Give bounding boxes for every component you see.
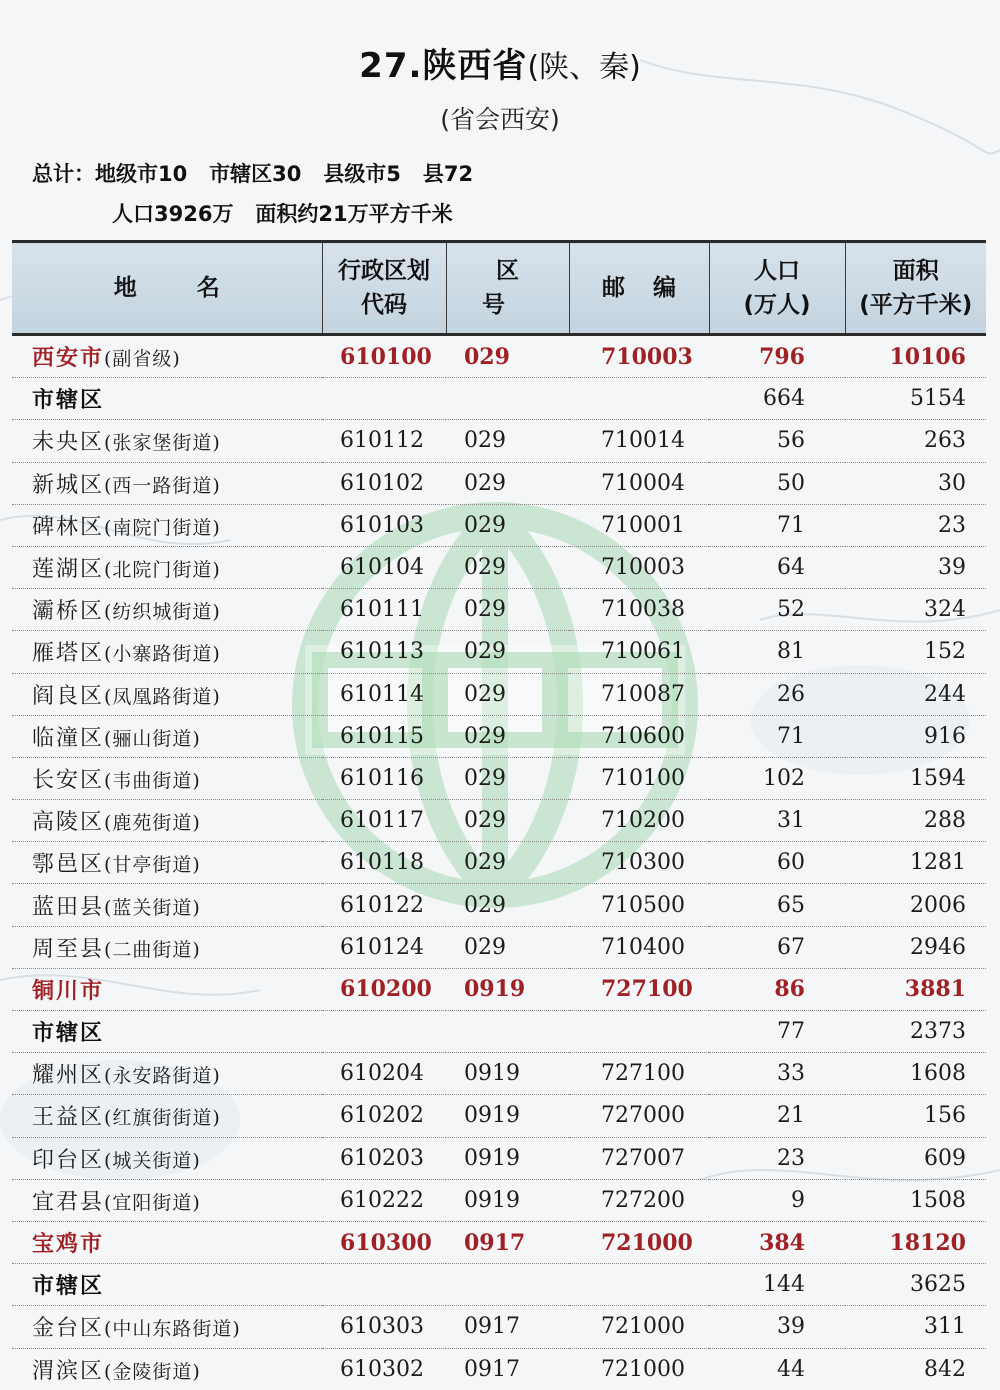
- cell-population: 77: [709, 1011, 845, 1053]
- cell-name: [12, 1095, 322, 1137]
- cell-postal-code: [569, 1011, 709, 1053]
- cell-area-code: 029: [446, 673, 569, 715]
- cell-area-code: [446, 378, 569, 420]
- cell-population: 26: [709, 673, 845, 715]
- cell-admin-code: [322, 1011, 446, 1053]
- cell-area: 244: [845, 673, 986, 715]
- cell-name: [12, 504, 322, 546]
- cell-population: 60: [709, 842, 845, 884]
- row-name: 鄠邑区: [32, 852, 105, 878]
- cell-population: 67: [709, 926, 845, 968]
- row-name: 宝鸡市: [32, 1232, 105, 1258]
- cell-name: [12, 631, 322, 673]
- cell-name: [12, 968, 322, 1010]
- header-area-line1: 面积: [892, 258, 939, 284]
- cell-population: 384: [709, 1221, 845, 1263]
- cell-population: 56: [709, 420, 845, 462]
- cell-name: [12, 462, 322, 504]
- cell-admin-code: 610100: [322, 335, 446, 378]
- cell-admin-code: 610115: [322, 715, 446, 757]
- row-seat-note: (鹿苑街道): [104, 812, 201, 835]
- table-row: [12, 420, 986, 462]
- cell-admin-code: [322, 378, 446, 420]
- cell-postal-code: 710087: [569, 673, 709, 715]
- cell-population: 50: [709, 462, 845, 504]
- cell-postal-code: 710200: [569, 800, 709, 842]
- cell-admin-code: 610117: [322, 800, 446, 842]
- header-population: [709, 242, 845, 335]
- row-name: 雁塔区: [32, 641, 105, 667]
- row-seat-note: (副省级): [104, 348, 181, 371]
- cell-name: [12, 842, 322, 884]
- row-name: 莲湖区: [32, 557, 105, 583]
- header-admin-code-line1: 行政区划: [338, 258, 430, 284]
- cell-postal-code: 727000: [569, 1095, 709, 1137]
- summary-line-1: 总计：地级市10 市辖区30 县级市5 县72: [32, 162, 474, 186]
- cell-postal-code: 727100: [569, 968, 709, 1010]
- row-name: 阎良区: [32, 683, 105, 709]
- row-seat-note: (永安路街道): [104, 1065, 221, 1088]
- cell-area-code: 0917: [446, 1221, 569, 1263]
- cell-area-code: 029: [446, 589, 569, 631]
- row-name: 蓝田县: [32, 894, 105, 920]
- cell-postal-code: 710100: [569, 757, 709, 799]
- table-row: [12, 1011, 986, 1053]
- cell-population: 81: [709, 631, 845, 673]
- cell-area: 5154: [845, 378, 986, 420]
- cell-population: 86: [709, 968, 845, 1010]
- cell-area: 30: [845, 462, 986, 504]
- row-seat-note: (张家堡街道): [104, 432, 221, 455]
- cell-population: 52: [709, 589, 845, 631]
- cell-population: 9: [709, 1179, 845, 1221]
- row-seat-note: (宜阳街道): [104, 1191, 201, 1214]
- cell-area: 3881: [845, 968, 986, 1010]
- cell-name: [12, 1264, 322, 1306]
- cell-population: 664: [709, 378, 845, 420]
- cell-area: 1281: [845, 842, 986, 884]
- cell-area-code: 0919: [446, 1137, 569, 1179]
- table-row: [12, 800, 986, 842]
- cell-area-code: 029: [446, 715, 569, 757]
- cell-admin-code: 610200: [322, 968, 446, 1010]
- row-seat-note: (红旗街街道): [104, 1107, 221, 1130]
- admin-division-table: [12, 240, 986, 1390]
- header-name: 地名: [12, 242, 322, 335]
- row-seat-note: (西一路街道): [104, 474, 221, 497]
- cell-population: 71: [709, 715, 845, 757]
- cell-postal-code: 721000: [569, 1221, 709, 1263]
- table-row: [12, 968, 986, 1010]
- table-row: [12, 1137, 986, 1179]
- cell-area-code: 029: [446, 842, 569, 884]
- cell-postal-code: 710014: [569, 420, 709, 462]
- cell-population: 144: [709, 1264, 845, 1306]
- row-seat-note: (小寨路街道): [104, 643, 221, 666]
- table-row: [12, 1264, 986, 1306]
- cell-population: 39: [709, 1306, 845, 1348]
- row-seat-note: (金陵街道): [104, 1360, 201, 1383]
- cell-name: [12, 800, 322, 842]
- table-row: [12, 1348, 986, 1390]
- row-seat-note: (凤凰路街道): [104, 685, 221, 708]
- header-admin-code: [322, 242, 446, 335]
- cell-population: 44: [777, 1356, 805, 1382]
- row-name: 临潼区: [32, 725, 105, 751]
- table-row: [12, 546, 986, 588]
- cell-area-code: 029: [446, 757, 569, 799]
- cell-area-code: 029: [446, 631, 569, 673]
- cell-area: 2946: [845, 926, 986, 968]
- table-row: [12, 589, 986, 631]
- cell-admin-code: 610122: [322, 884, 446, 926]
- cell-name: [12, 1306, 322, 1348]
- cell-area-code: 029: [446, 800, 569, 842]
- cell-name: [12, 1137, 322, 1179]
- cell-name: [12, 1348, 322, 1390]
- cell-admin-code: [322, 1264, 446, 1306]
- cell-population: 71: [709, 504, 845, 546]
- cell-name: [12, 1011, 322, 1053]
- header-area-line2: (平方千米): [859, 292, 973, 318]
- cell-name: [12, 589, 322, 631]
- cell-name: [12, 926, 322, 968]
- cell-area: 152: [845, 631, 986, 673]
- table-row: [12, 378, 986, 420]
- row-name: 铜川市: [32, 978, 105, 1004]
- header-area-code: [446, 242, 569, 335]
- row-name: 宜君县: [32, 1189, 105, 1215]
- row-name: 西安市: [32, 346, 105, 372]
- table-row: [12, 715, 986, 757]
- cell-name: [12, 546, 322, 588]
- cell-area-code: 0917: [446, 1306, 569, 1348]
- cell-area: 23: [845, 504, 986, 546]
- row-name: 灞桥区: [32, 599, 105, 625]
- table-row: [12, 842, 986, 884]
- cell-name: [12, 1221, 322, 1263]
- cell-postal-code: 710003: [569, 546, 709, 588]
- cell-postal-code: 710300: [569, 842, 709, 884]
- cell-postal-code: 727200: [569, 1179, 709, 1221]
- cell-area-code: 0919: [446, 1095, 569, 1137]
- capital-subtitle: (省会西安): [440, 105, 560, 134]
- cell-postal-code: [569, 1264, 709, 1306]
- cell-admin-code: 610203: [322, 1137, 446, 1179]
- cell-area: 1594: [845, 757, 986, 799]
- row-name: 未央区: [32, 430, 105, 456]
- cell-area-code: 0919: [446, 1053, 569, 1095]
- row-name: 长安区: [32, 767, 105, 793]
- cell-area: 1508: [845, 1179, 986, 1221]
- cell-admin-code: 610202: [322, 1095, 446, 1137]
- cell-area: 324: [845, 589, 986, 631]
- cell-area: 10106: [845, 335, 986, 378]
- row-seat-note: (甘亭街道): [104, 854, 201, 877]
- cell-admin-code: 610124: [322, 926, 446, 968]
- cell-postal-code: 710500: [569, 884, 709, 926]
- cell-postal-code: 710004: [569, 462, 709, 504]
- row-seat-note: (骊山街道): [104, 727, 201, 750]
- row-seat-note: (蓝关街道): [104, 896, 201, 919]
- cell-population: 23: [709, 1137, 845, 1179]
- cell-name: [12, 420, 322, 462]
- row-name: 印台区: [32, 1147, 105, 1173]
- cell-admin-code: 610303: [322, 1306, 446, 1348]
- header-population-line2: (万人): [743, 292, 811, 318]
- row-name: 高陵区: [32, 810, 105, 836]
- row-name: 新城区: [32, 472, 105, 498]
- cell-name: [12, 1053, 322, 1095]
- cell-admin-code: 610302: [340, 1356, 424, 1382]
- cell-name: [12, 884, 322, 926]
- cell-area: 156: [845, 1095, 986, 1137]
- header-area-code-label: 区号: [482, 258, 547, 318]
- cell-area-code: [446, 1264, 569, 1306]
- cell-area: 2373: [845, 1011, 986, 1053]
- cell-area: 3625: [845, 1264, 986, 1306]
- cell-postal-code: 721000: [601, 1356, 685, 1382]
- header-postal-code-label: 邮编: [602, 275, 704, 301]
- cell-name: [12, 673, 322, 715]
- cell-postal-code: 710400: [569, 926, 709, 968]
- row-name: 金台区: [32, 1316, 105, 1342]
- cell-name: [12, 1179, 322, 1221]
- table-row: [12, 335, 986, 378]
- table-row: [12, 462, 986, 504]
- cell-admin-code: 610102: [322, 462, 446, 504]
- cell-postal-code: 721000: [569, 1306, 709, 1348]
- cell-area-code: 029: [446, 884, 569, 926]
- row-seat-note: (南院门街道): [104, 516, 221, 539]
- cell-area: 311: [845, 1306, 986, 1348]
- cell-area-code: 0919: [446, 968, 569, 1010]
- row-name: 耀州区: [32, 1063, 105, 1089]
- page-title: [0, 38, 1000, 87]
- cell-postal-code: [569, 378, 709, 420]
- table-header-row: [12, 242, 986, 335]
- cell-area: 842: [924, 1356, 966, 1382]
- cell-area-code: [446, 1011, 569, 1053]
- cell-area: 263: [845, 420, 986, 462]
- cell-admin-code: 610300: [322, 1221, 446, 1263]
- row-name: 碑林区: [32, 514, 105, 540]
- cell-postal-code: 710061: [569, 631, 709, 673]
- cell-admin-code: 610112: [322, 420, 446, 462]
- table-row: [12, 504, 986, 546]
- cell-area-code: 029: [446, 462, 569, 504]
- cell-population: 31: [709, 800, 845, 842]
- cell-name: [12, 335, 322, 378]
- row-name: 周至县: [32, 936, 105, 962]
- header-area: [845, 242, 986, 335]
- header-population-line1: 人口: [754, 258, 800, 284]
- cell-admin-code: 610113: [322, 631, 446, 673]
- cell-area: 39: [845, 546, 986, 588]
- cell-admin-code: 610111: [322, 589, 446, 631]
- table-row: [12, 631, 986, 673]
- cell-name: [12, 715, 322, 757]
- cell-area: 2006: [845, 884, 986, 926]
- header-admin-code-line2: 代码: [361, 292, 407, 318]
- row-name: 王益区: [32, 1105, 105, 1131]
- cell-population: 796: [709, 335, 845, 378]
- row-name: 市辖区: [32, 1021, 105, 1047]
- cell-area-code: 029: [446, 546, 569, 588]
- cell-population: 33: [709, 1053, 845, 1095]
- table-row: [12, 673, 986, 715]
- cell-postal-code: 710600: [569, 715, 709, 757]
- table-row: [12, 884, 986, 926]
- cell-population: 65: [709, 884, 845, 926]
- cell-postal-code: 727007: [569, 1137, 709, 1179]
- table-row: [12, 926, 986, 968]
- cell-postal-code: 710038: [569, 589, 709, 631]
- cell-area: 609: [845, 1137, 986, 1179]
- table-row: [12, 1095, 986, 1137]
- row-seat-note: (纺织城街道): [104, 601, 221, 624]
- cell-area: 288: [845, 800, 986, 842]
- province-alias: (陕、秦): [527, 50, 641, 85]
- row-seat-note: (北院门街道): [104, 559, 221, 582]
- cell-postal-code: 710001: [569, 504, 709, 546]
- cell-area-code: 0917: [464, 1356, 520, 1382]
- row-seat-note: (中山东路街道): [104, 1318, 241, 1341]
- table-row: [12, 1053, 986, 1095]
- table-row: [12, 1179, 986, 1221]
- cell-postal-code: 727100: [569, 1053, 709, 1095]
- cell-area-code: 029: [446, 926, 569, 968]
- cell-area: 916: [845, 715, 986, 757]
- row-seat-note: (城关街道): [104, 1149, 201, 1172]
- cell-population: 102: [709, 757, 845, 799]
- province-title: 27.陕西省: [359, 46, 528, 86]
- cell-admin-code: 610114: [322, 673, 446, 715]
- row-seat-note: (二曲街道): [104, 938, 201, 961]
- cell-area-code: 0919: [446, 1179, 569, 1221]
- cell-name: [12, 757, 322, 799]
- row-name: 市辖区: [32, 1274, 105, 1300]
- header-postal-code: [569, 242, 709, 335]
- cell-area-code: 029: [446, 420, 569, 462]
- cell-admin-code: 610103: [322, 504, 446, 546]
- row-seat-note: (韦曲街道): [104, 769, 201, 792]
- table-row: [12, 1221, 986, 1263]
- cell-admin-code: 610104: [322, 546, 446, 588]
- cell-area: 18120: [845, 1221, 986, 1263]
- cell-population: 21: [709, 1095, 845, 1137]
- table-row: [12, 1306, 986, 1348]
- cell-admin-code: 610116: [322, 757, 446, 799]
- cell-postal-code: 710003: [569, 335, 709, 378]
- row-name: 渭滨区: [32, 1358, 105, 1384]
- cell-admin-code: 610222: [322, 1179, 446, 1221]
- cell-area: 1608: [845, 1053, 986, 1095]
- table-row: [12, 757, 986, 799]
- cell-name: [12, 378, 322, 420]
- row-name: 市辖区: [32, 388, 105, 414]
- cell-area-code: 029: [446, 335, 569, 378]
- cell-population: 64: [709, 546, 845, 588]
- cell-area-code: 029: [446, 504, 569, 546]
- cell-admin-code: 610118: [322, 842, 446, 884]
- summary-line-2: 人口3926万 面积约21万平方千米: [112, 202, 453, 226]
- cell-admin-code: 610204: [322, 1053, 446, 1095]
